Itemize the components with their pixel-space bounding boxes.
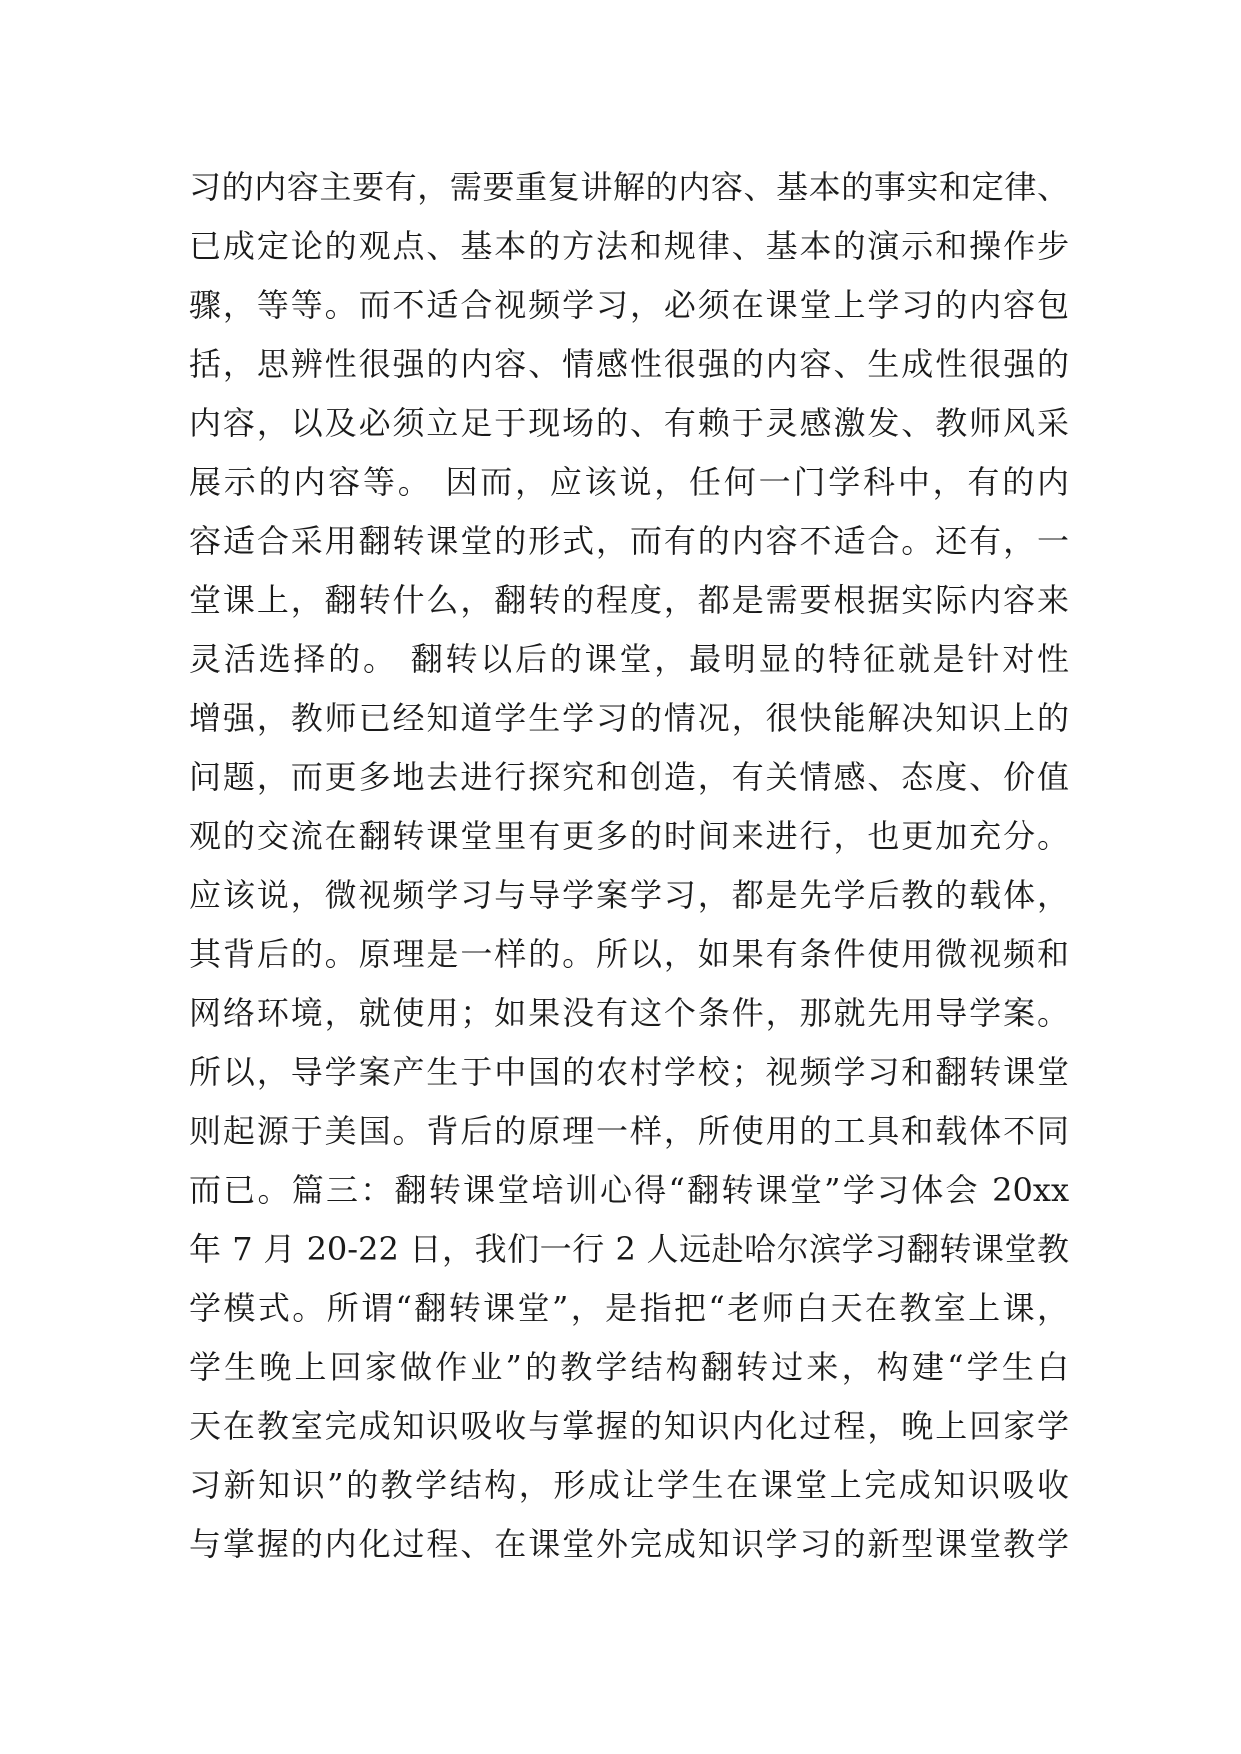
- text-line: 天在教室完成知识吸收与掌握的知识内化过程，晚上回家学: [189, 1407, 1069, 1445]
- text-line: 学生晚上回家做作业”的教学结构翻转过来，构建“学生白: [189, 1348, 1069, 1386]
- text-line: 而已。篇三：翻转课堂培训心得“翻转课堂”学习体会 20xx: [189, 1171, 1069, 1209]
- text-line: 网络环境，就使用；如果没有这个条件，那就先用导学案。: [189, 994, 1069, 1032]
- text-line: 观的交流在翻转课堂里有更多的时间来进行，也更加充分。: [189, 817, 1069, 855]
- text-line: 内容，以及必须立足于现场的、有赖于灵感激发、教师风采: [189, 404, 1069, 442]
- text-line: 容适合采用翻转课堂的形式，而有的内容不适合。还有，一: [189, 522, 1069, 560]
- text-line: 习新知识”的教学结构，形成让学生在课堂上完成知识吸收: [189, 1466, 1069, 1504]
- text-line: 已成定论的观点、基本的方法和规律、基本的演示和操作步: [189, 227, 1069, 265]
- text-line: 则起源于美国。背后的原理一样，所使用的工具和载体不同: [189, 1112, 1069, 1150]
- body-text: [189, 158, 1069, 1574]
- text-line: 与掌握的内化过程、在课堂外完成知识学习的新型课堂教学: [189, 1525, 1069, 1563]
- text-line: 问题，而更多地去进行探究和创造，有关情感、态度、价值: [189, 758, 1069, 796]
- text-line: 所以，导学案产生于中国的农村学校；视频学习和翻转课堂: [189, 1053, 1069, 1091]
- text-line: 灵活选择的。 翻转以后的课堂，最明显的特征就是针对性: [189, 640, 1069, 678]
- text-line: 应该说，微视频学习与导学案学习，都是先学后教的载体，: [189, 876, 1069, 914]
- text-line: 年 7 月 20-22 日，我们一行 2 人远赴哈尔滨学习翻转课堂教: [189, 1230, 1069, 1268]
- text-line: 括，思辨性很强的内容、情感性很强的内容、生成性很强的: [189, 345, 1069, 383]
- text-line: 堂课上，翻转什么，翻转的程度，都是需要根据实际内容来: [189, 581, 1069, 619]
- text-line: 习的内容主要有，需要重复讲解的内容、基本的事实和定律、: [189, 168, 1069, 206]
- text-line: 其背后的。原理是一样的。所以，如果有条件使用微视频和: [189, 935, 1069, 973]
- text-line: 学模式。所谓“翻转课堂”，是指把“老师白天在教室上课，: [189, 1289, 1069, 1327]
- text-line: 增强，教师已经知道学生学习的情况，很快能解决知识上的: [189, 699, 1069, 737]
- text-line: 展示的内容等。 因而，应该说，任何一门学科中，有的内: [189, 463, 1069, 501]
- text-line: 骤，等等。而不适合视频学习，必须在课堂上学习的内容包: [189, 286, 1069, 324]
